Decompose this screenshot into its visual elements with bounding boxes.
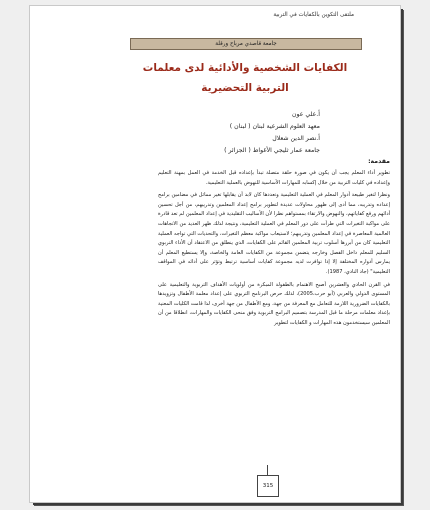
author-name: أ.علي عون <box>292 111 320 118</box>
section-heading: مقدمة: <box>368 158 390 165</box>
running-head: ملتقى التكوين بالكفايات في التربية <box>273 12 354 18</box>
author-affiliation: معهد العلوم الشرعية لبنان ( لبنان ) <box>229 123 320 130</box>
author-affiliation: جامعة عمار ثليجي الأغواط ( الجزائر ) <box>224 147 320 154</box>
authors-block <box>190 109 320 157</box>
paragraph: ونظرا لتغير طبيعة أدوار المعلم في العملية التعليمية وتعددها كان لابد أن يقابلها تغير مماثل في مضامين برامج إعداده وتدريبه، مما أدى إلى ظهور محاولات عديدة لتطوير برامج إعداد المعلمين وتدريبهم، من أجل تحسين أدائهم ورفع كفاياتهم، والنهوض والارتقاء بمستواهم نظرا لأن الأساليب التقليدية في إعداد المعلمين لم تعد قادرة على مواكبة التغيرات التي طرأت على دور المعلم في العملية التعليمية، ونتيجة لذلك ظهر العديد من الاتجاهات العالمية المعاصرة في إعداد المعلمين وتدريبهم؛ لاستيعاب مواكبة معظم التغيرات، والتحديات التي تواجه العملية التعليمية كان من أبرزها أسلوب تربية المعلمين القائم على الكفايات، الذي ينطلق من الاعتقاد أن الأداء التربوي السليم للمعلم داخل الفصل وخارجه يتضمن مجموعة من الكفايات العامة والخاصة، وإلا يستطيع المعلم أن يمارس أدواره المختلفة إلا إذا توافرت لديه مجموعة كفايات أساسية ترتبط وتؤثر على أدائه في المواقف التعليمية" (جاد النادي، 1987). <box>158 192 390 275</box>
page-number-connector <box>267 465 268 475</box>
paragraph: في القرن الحادي والعشرين أصبح الاهتمام بالطفولة المبكرة من أولويات الأهداف التربوية والتعليمية على المستوى الدولي والعربي (أبو حرب،2005)، لذلك حرص البرنامج التربوي على إعداد معلمة الأطفال وتزويدها بالكفايات الضرورية اللازمة للتعامل مع المعرفة من جهة، ومع الأطفال من جهة أخرى، لذا قامت الكليات المعنية بإعداد معلمات مرحلة ما قبل المدرسة بتصميم البرامج التربوية وفق منحى الكفايات والمهارات، انطلاقا من أن المعلمين سيستخدمون هذه المهارات و الكفايات لتطوير <box>158 281 390 326</box>
page-number: 315 <box>257 475 279 497</box>
author-name: أ.نصر الدين شعلال <box>272 135 320 142</box>
paper-title: الكفايات الشخصية والأدائية لدى معلمات التربية التحضيرية <box>142 62 348 94</box>
body-text <box>158 169 390 464</box>
university-bar: جامعة قاصدي مرباح ورقلة <box>130 38 362 50</box>
document-page <box>30 6 400 502</box>
paragraph: تطوير أداء المعلم يجب أن يكون في صورة حلقة متصلة تبدأ بإعداده قبل الخدمة في العمل بمهنة التعليم وإعداده في كليات التربية من خلال إكسابه للمهارات الأساسية للنهوض بالعملية التعليمية. <box>158 170 390 186</box>
